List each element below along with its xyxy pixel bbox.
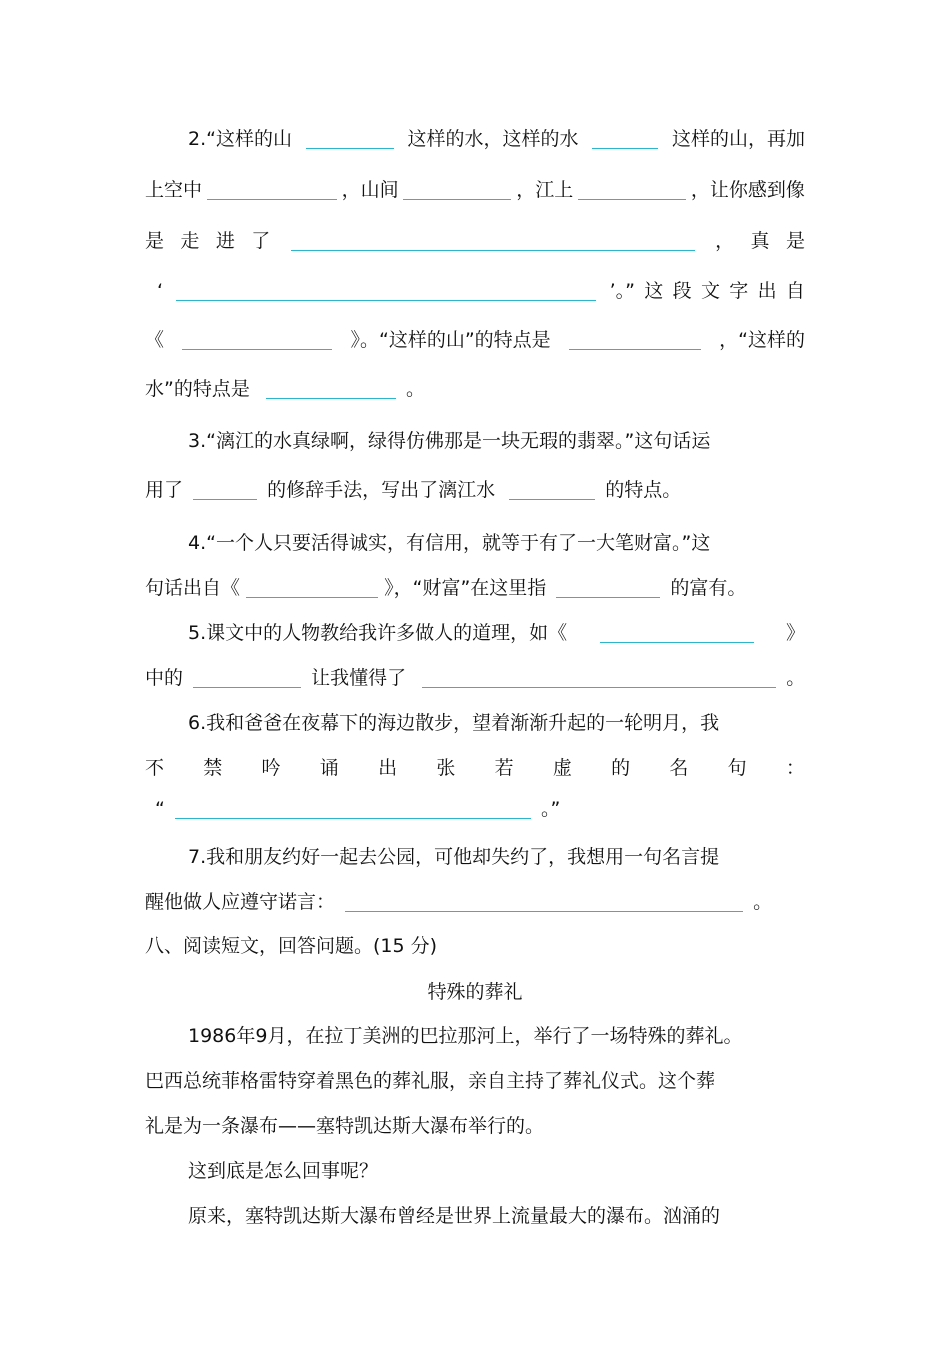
q2-line-3 [145, 232, 805, 251]
q2-text: 《 [145, 329, 165, 351]
q2-char: 段 [672, 280, 692, 302]
q2-char: 进 [215, 230, 235, 252]
q6-char: 虚 [552, 757, 572, 779]
q7-line-2 [145, 893, 805, 912]
answer-blank[interactable] [306, 147, 394, 149]
q6-text: 。” [540, 798, 561, 820]
q5-text: 中的 [145, 667, 184, 689]
q2-char: 出 [757, 280, 777, 302]
q5-line-2 [145, 669, 805, 688]
q3-text: 的特点。 [605, 479, 682, 501]
q2-text: ’。” [609, 280, 636, 302]
q2-text: 2.“这样的山 [188, 128, 292, 150]
q2-char: 真 [750, 230, 770, 252]
q6-text: “ [155, 798, 165, 820]
q6-char: 不 [145, 757, 165, 779]
answer-blank[interactable] [422, 686, 776, 688]
q2-text: 水”的特点是 [145, 378, 250, 400]
q2-line-1 [188, 130, 805, 149]
q6-char: 诵 [319, 757, 339, 779]
q5-text: 让我懂得了 [311, 667, 407, 689]
answer-blank[interactable] [193, 498, 257, 500]
answer-blank[interactable] [600, 641, 754, 643]
q2-line-5 [145, 331, 805, 350]
passage-paragraph-3: 原来，塞特凯达斯大瀑布曾经是世界上流量最大的瀑布。汹涌的 [188, 1205, 721, 1227]
q5-text: 5.课文中的人物教给我许多做人的道理，如《 [188, 622, 568, 644]
answer-blank[interactable] [175, 817, 531, 819]
q7-text: 醒他做人应遵守诺言： [145, 891, 336, 913]
answer-blank[interactable] [578, 198, 686, 200]
q5-text: 》 [785, 622, 805, 644]
answer-blank[interactable] [193, 686, 301, 688]
q6-char: 张 [436, 757, 456, 779]
q4-text: 句话出自《 [145, 577, 241, 599]
q7-text: 。 [753, 891, 773, 913]
passage-paragraph-1-line-2: 巴西总统菲格雷特穿着黑色的葬礼服，亲自主持了葬礼仪式。这个葬 [145, 1070, 716, 1092]
answer-blank[interactable] [569, 348, 701, 350]
q6-line-1: 6.我和爸爸在夜幕下的海边散步，望着渐渐升起的一轮明月，我 [188, 712, 720, 734]
q2-line-6 [145, 380, 805, 399]
passage-paragraph-1-line-1: 1986年9月，在拉丁美洲的巴拉那河上，举行了一场特殊的葬礼。 [188, 1025, 743, 1047]
q3-text: 的修辞手法，写出了漓江水 [267, 479, 496, 501]
answer-blank[interactable] [345, 910, 743, 912]
q5-line-1 [188, 624, 805, 643]
q6-char: 吟 [261, 757, 281, 779]
q2-text: 这样的山，再加 [671, 128, 805, 150]
q6-char: 出 [378, 757, 398, 779]
section-heading: 八、阅读短文，回答问题。(15 分) [145, 935, 438, 957]
answer-blank[interactable] [246, 596, 378, 598]
q3-line-2 [145, 481, 805, 500]
q6-char: 若 [494, 757, 514, 779]
q3-text: 用了 [145, 479, 184, 501]
q5-text: 。 [786, 667, 806, 689]
q6-char: 的 [611, 757, 631, 779]
answer-blank[interactable] [403, 198, 511, 200]
q2-text: ，“这样的 [719, 329, 805, 351]
answer-blank[interactable] [556, 596, 660, 598]
q2-char: 自 [785, 280, 805, 302]
q6-char: 禁 [203, 757, 223, 779]
q2-text: 》。“这样的山”的特点是 [350, 329, 551, 351]
q4-text: 的富有。 [670, 577, 747, 599]
q3-line-1: 3.“漓江的水真绿啊，绿得仿佛那是一块无瑕的翡翠。”这句话运 [188, 430, 711, 452]
answer-blank[interactable] [291, 249, 695, 251]
q2-text: 。 [405, 378, 425, 400]
q2-text: 上空中 [145, 179, 203, 201]
answer-blank[interactable] [182, 348, 332, 350]
passage-paragraph-1-line-3: 礼是为一条瀑布——塞特凯达斯大瀑布举行的。 [145, 1115, 545, 1137]
answer-blank[interactable] [592, 147, 658, 149]
q6-line-2 [145, 759, 805, 778]
q2-line-2 [145, 181, 805, 200]
answer-blank[interactable] [266, 397, 396, 399]
passage-paragraph-2: 这到底是怎么回事呢？ [188, 1160, 379, 1182]
q2-text: ，山间 [341, 179, 399, 201]
q6-char: 句 [727, 757, 747, 779]
q4-line-2 [145, 579, 805, 598]
answer-blank[interactable] [207, 198, 337, 200]
answer-blank[interactable] [509, 498, 595, 500]
q2-char: 字 [729, 280, 749, 302]
passage-title: 特殊的葬礼 [427, 981, 523, 1003]
q2-char: 是 [145, 230, 165, 252]
q6-line-3 [145, 800, 805, 819]
q2-text: ，江上 [516, 179, 574, 201]
q7-line-1: 7.我和朋友约好一起去公园，可他却失约了，我想用一句名言提 [188, 846, 720, 868]
q2-text: ，让你感到像 [690, 179, 805, 201]
q2-char: 走 [180, 230, 200, 252]
q6-char: ： [785, 757, 805, 779]
q4-text: 》，“财富”在这里指 [384, 577, 547, 599]
q2-char: 这 [644, 280, 664, 302]
q4-line-1: 4.“一个人只要活得诚实，有信用，就等于有了一大笔财富。”这 [188, 532, 711, 554]
q2-char: 是 [785, 230, 805, 252]
q2-char: 文 [700, 280, 720, 302]
q2-text: 这样的水，这样的水 [407, 128, 579, 150]
q2-char: 了 [251, 230, 271, 252]
q6-char: 名 [669, 757, 689, 779]
q2-line-4 [145, 282, 805, 301]
q2-text: ‘ [157, 280, 164, 302]
answer-blank[interactable] [176, 299, 596, 301]
q2-char: ， [715, 230, 735, 252]
